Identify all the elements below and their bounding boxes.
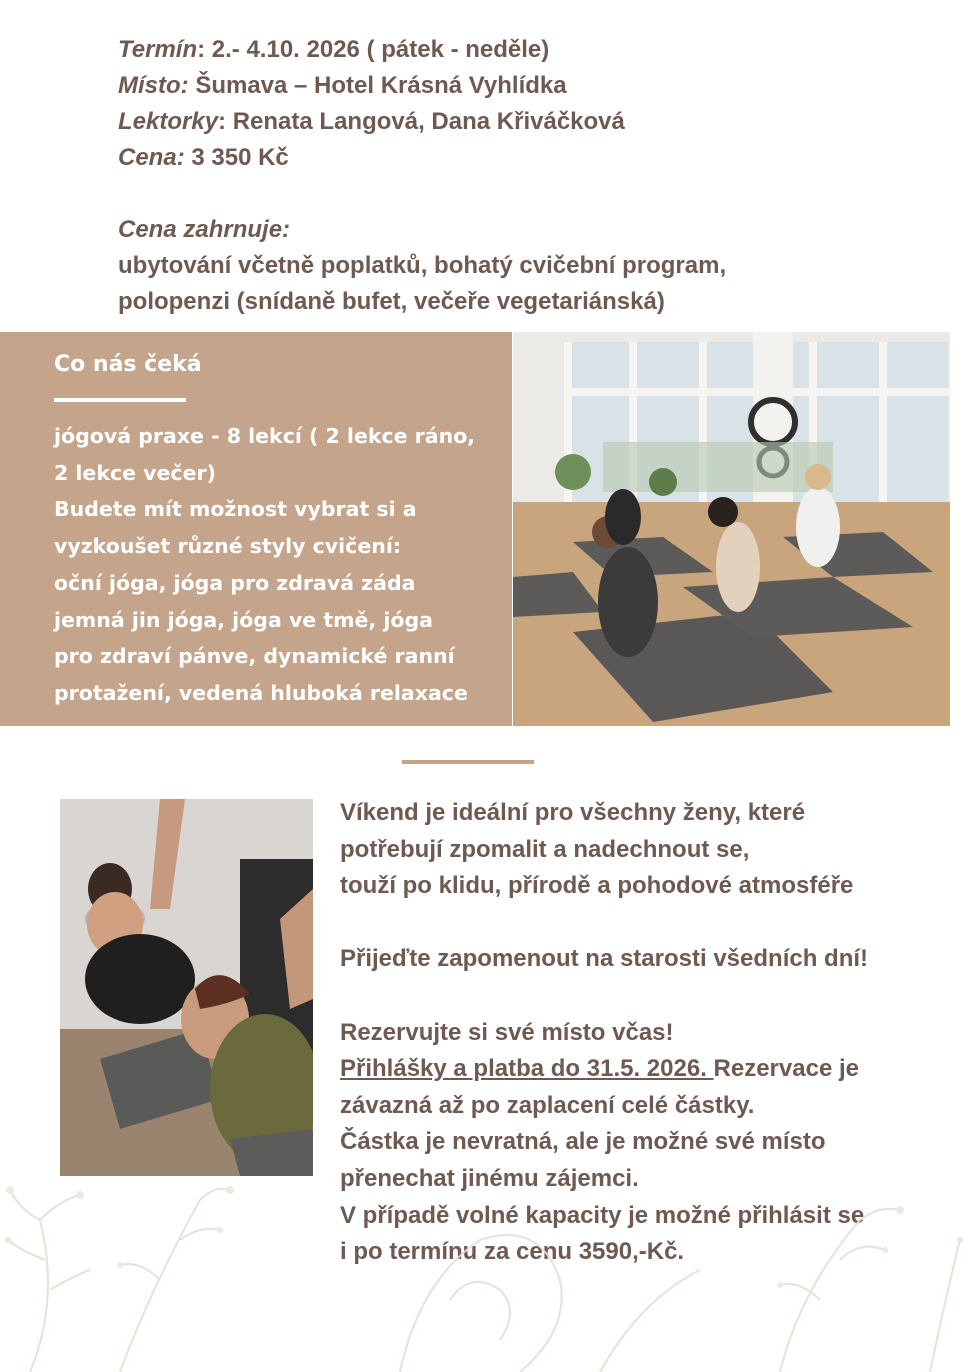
details-line: V případě volné kapacity je možné přihlásit se <box>340 1201 865 1229</box>
price-row <box>118 140 726 176</box>
program-line: Budete mít možnost vybrat si a <box>54 497 417 522</box>
yoga-studio-illustration <box>513 332 950 726</box>
price-value: 3 350 Kč <box>184 144 289 171</box>
program-title: Co nás čeká <box>54 352 202 377</box>
date-label: Termín <box>118 36 198 63</box>
program-line: pro zdraví pánve, dynamické ranní <box>54 644 455 669</box>
program-list <box>54 418 504 712</box>
program-line: protažení, vedená hluboká relaxace <box>54 680 468 705</box>
details-line: Rezervujte si své místo včas! <box>340 1018 674 1046</box>
instructors-row <box>118 104 726 140</box>
instructors-label: Lektorky <box>118 108 219 135</box>
details-line: potřebují zpomalit a nadechnout se, <box>340 835 750 863</box>
program-line: oční jóga, jóga pro zdravá záda <box>54 570 416 595</box>
deadline-rest: Rezervace je <box>713 1055 859 1083</box>
details-line: Přijeďte zapomenout na starosti všedních dní! <box>340 945 869 973</box>
yoga-class-photo <box>60 799 313 1176</box>
blank-line <box>340 905 868 942</box>
includes-line-1: ubytování včetně poplatků, bohatý cvičební program, <box>118 252 727 279</box>
includes-label: Cena zahrnuje: <box>118 216 291 243</box>
yoga-studio-photo <box>513 332 950 726</box>
spacer <box>118 176 726 212</box>
program-line: jemná jin jóga, jóga ve tmě, jóga <box>54 607 433 632</box>
date-row <box>118 32 726 68</box>
place-label: Místo: <box>118 72 189 99</box>
event-info <box>118 32 726 320</box>
instructors-value: : Renata Langová, Dana Křiváčková <box>218 108 625 135</box>
deadline-highlight: Přihlášky a platba do 31.5. 2026. <box>340 1055 714 1083</box>
place-value: Šumava – Hotel Krásná Vyhlídka <box>188 72 567 99</box>
place-row <box>118 68 726 104</box>
floral-decoration <box>0 1180 970 1372</box>
blank-line <box>340 978 868 1015</box>
details-line: Částka je nevratná, ale je možné své místo <box>340 1128 826 1156</box>
program-line: jógová praxe - 8 lekcí ( 2 lekce ráno, <box>54 424 476 448</box>
includes-label-row <box>118 212 726 248</box>
details-line: závazná až po zaplacení celé částky. <box>340 1091 755 1119</box>
details-line: Víkend je ideální pro všechny ženy, které <box>340 799 806 826</box>
price-label: Cena: <box>118 144 185 171</box>
details-line: touží po klidu, přírodě a pohodové atmosféře <box>340 872 854 900</box>
details-line: i po termínu za cenu 3590,-Kč. <box>340 1238 685 1266</box>
yoga-class-illustration <box>60 799 313 1176</box>
deadline-row <box>340 1051 868 1088</box>
section-divider <box>402 760 534 764</box>
details-line: přenechat jinému zájemci. <box>340 1164 639 1192</box>
program-line: vyzkoušet různé styly cvičení: <box>54 534 402 559</box>
program-line: 2 lekce večer) <box>54 460 216 485</box>
date-value: : 2.- 4.10. 2026 ( pátek - neděle) <box>197 36 550 63</box>
includes-line-2: polopenzi (snídaně bufet, večeře vegetariánská) <box>118 288 665 315</box>
program-title-rule <box>54 398 186 402</box>
